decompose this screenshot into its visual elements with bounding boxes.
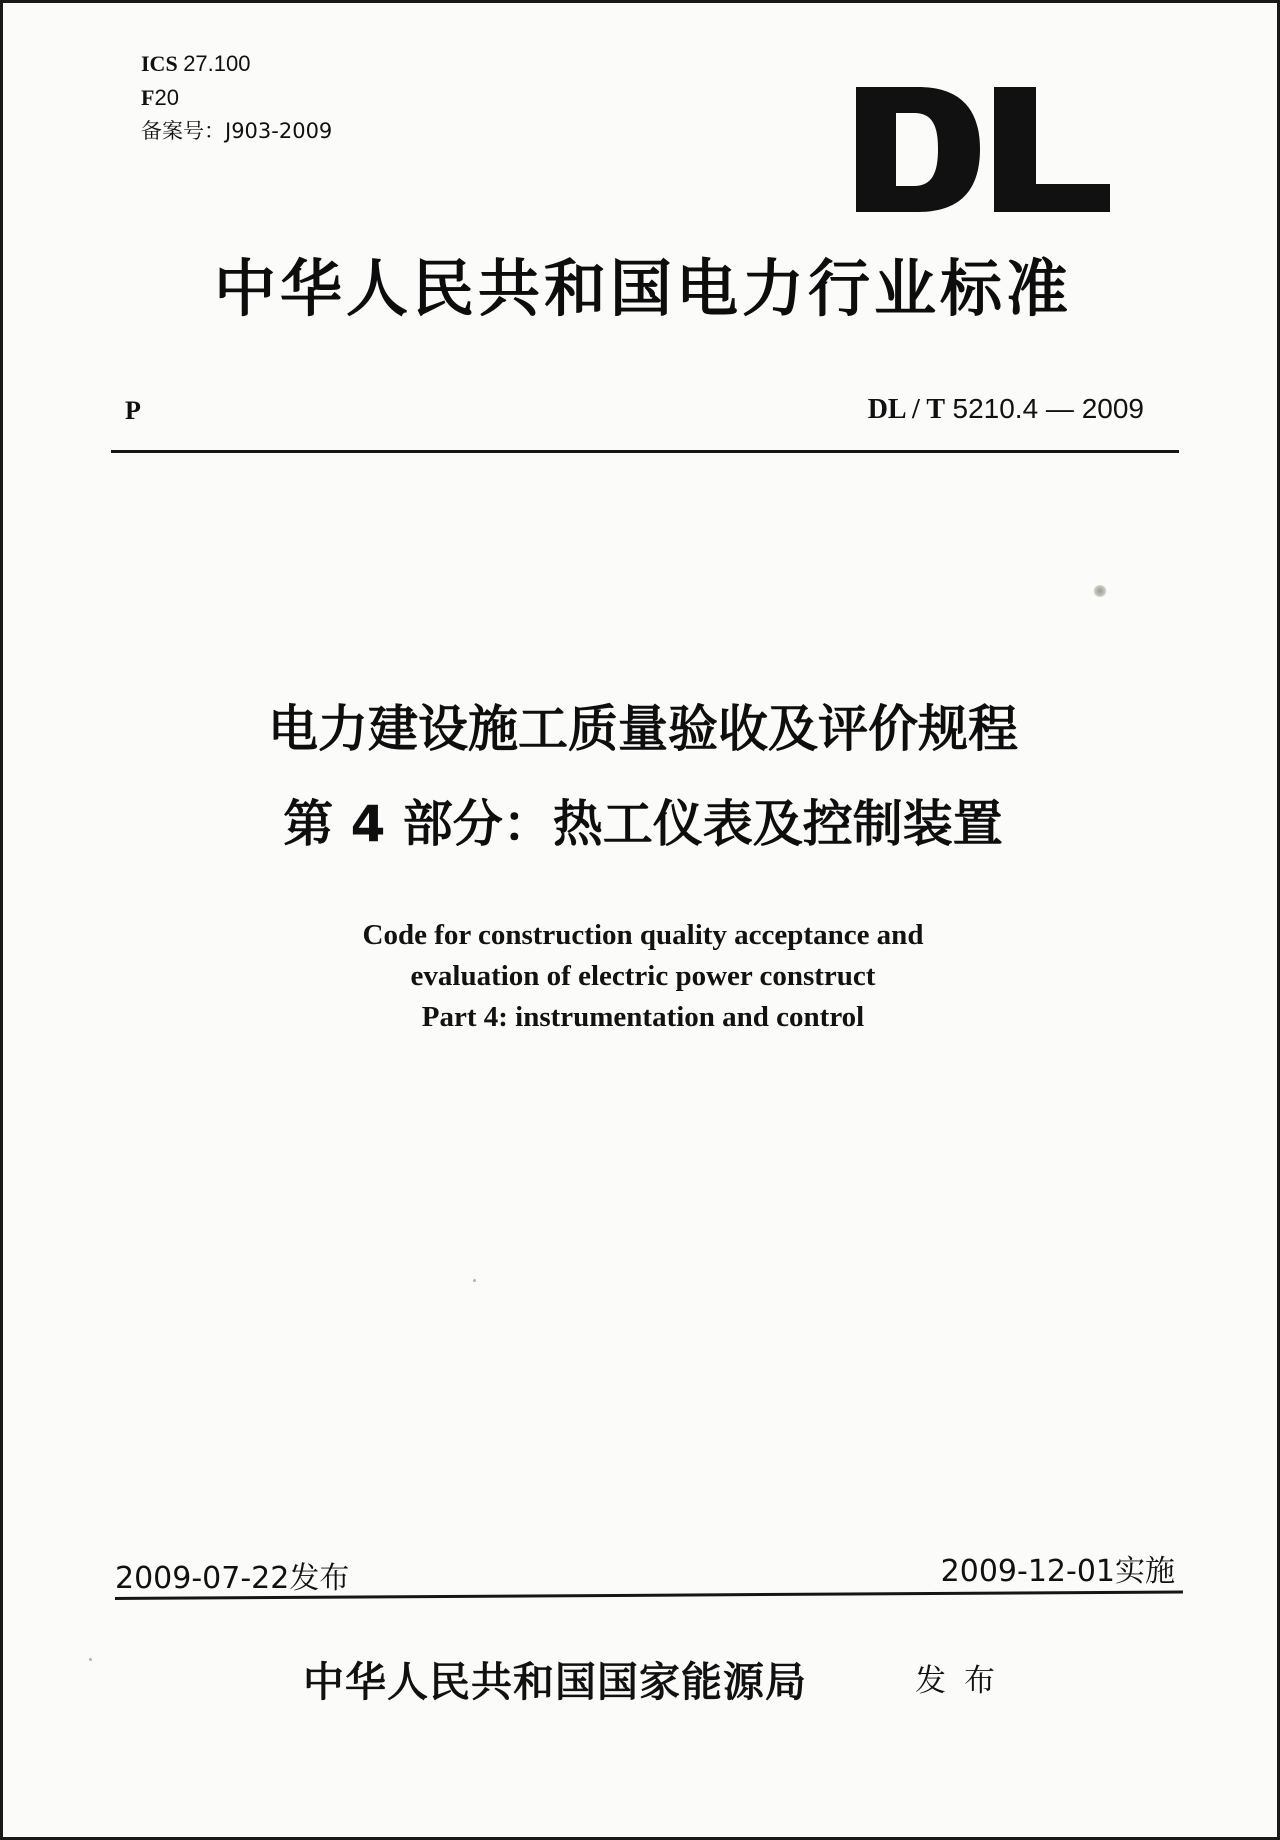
record-label: 备案号： xyxy=(141,119,225,143)
chinese-title-line-1: 电力建设施工质量验收及评价规程 xyxy=(268,700,1018,758)
english-title-line-2: evaluation of electric power construct xyxy=(410,960,876,992)
issue-date: 2009-07-22发布 xyxy=(115,1561,350,1596)
header-divider xyxy=(111,450,1179,453)
ics-code xyxy=(141,51,250,77)
paper-speck xyxy=(1093,585,1107,597)
english-title-line-1: Code for construction quality acceptance and xyxy=(362,919,924,951)
f-classification-code xyxy=(141,85,179,111)
publisher-name: 中华人民共和国国家能源局 xyxy=(303,1658,807,1706)
standard-prefix: DL / T xyxy=(867,394,945,425)
record-number xyxy=(141,118,332,144)
f-value: 20 xyxy=(154,85,179,110)
standard-number-value: 5210.4 — 2009 xyxy=(952,393,1144,424)
english-title-line-3: Part 4: instrumentation and control xyxy=(421,1001,865,1033)
dl-logo xyxy=(856,87,1110,212)
dl-logo-letter-d xyxy=(856,87,980,212)
f-label: F xyxy=(141,85,155,110)
standard-number xyxy=(868,392,1144,427)
record-value: J903-2009 xyxy=(225,119,333,143)
industry-standard-title: 中华人民共和国电力行业标准 xyxy=(213,252,1072,325)
paper-dot xyxy=(473,1279,476,1282)
ics-value: 27.100 xyxy=(183,51,251,76)
publish-label: 发布 xyxy=(915,1663,1013,1699)
ics-label: ICS xyxy=(141,51,178,76)
chinese-title-line-2: 第 4 部分：热工仪表及控制装置 xyxy=(283,795,1003,853)
classification-letter: P xyxy=(125,396,141,425)
implementation-date: 2009-12-01实施 xyxy=(940,1554,1175,1589)
dl-logo-letter-l xyxy=(994,87,1110,212)
paper-dot xyxy=(89,1658,92,1661)
